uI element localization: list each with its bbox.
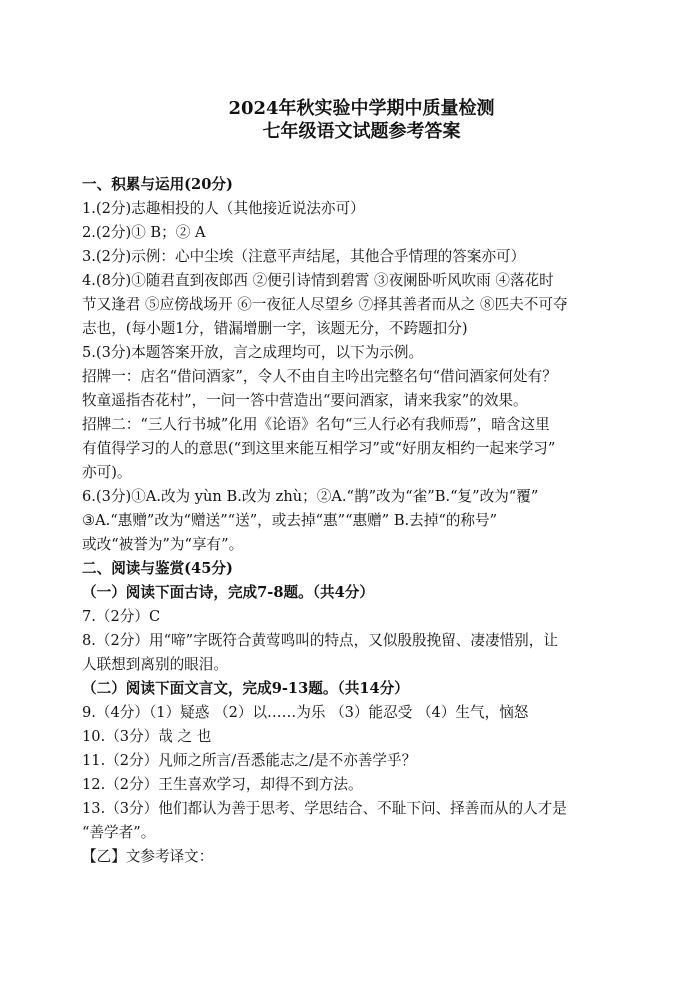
section-heading: 二、阅读与鉴赏(45分)	[82, 560, 233, 577]
answer-line: 5.(3分)本题答案开放，言之成理均可，以下为示例。	[82, 344, 424, 361]
answer-line: 6.(3分)①A.改为 yùn B.改为 zhù；②A.“鹊”改为“雀”B.“复”改为“覆”	[82, 488, 539, 505]
answer-line: 13.（3分）他们都认为善于思考、学思结合、不耻下问、择善而从的人才是	[82, 800, 567, 817]
answer-body	[82, 173, 642, 869]
answer-line: 志也，(每小题1分，错漏增删一字，该题无分，不跨题扣分)	[82, 320, 468, 337]
document-title: 2024年秋实验中学期中质量检测	[228, 98, 495, 119]
answer-line: 9.（4分）（1）疑惑 （2）以……为乐 （3）能忍受 （4）生气，恼怒	[82, 704, 529, 721]
answer-line: 11.（2分）凡师之所言/吾悉能志之/是不亦善学乎？	[82, 752, 417, 769]
answer-line: ③A.“惠赠”改为“赠送”“送”，或去掉“惠”“惠赠” B.去掉“的称号”	[82, 512, 498, 529]
section-heading: （二）阅读下面文言文，完成9-13题。（共14分）	[82, 680, 409, 697]
answer-line: 3.(2分)示例：心中尘埃（注意平声结尾，其他合乎情理的答案亦可）	[82, 248, 526, 265]
section-heading: （一）阅读下面古诗，完成7-8题。（共4分）	[82, 584, 374, 601]
answer-line: 10.（3分）哉 之 也	[82, 728, 212, 745]
answer-line: 1.(2分)志趣相投的人（其他接近说法亦可）	[82, 200, 365, 217]
answer-line: 亦可)。	[82, 464, 132, 481]
answer-line: 牧童遥指杏花村”，一问一答中营造出“要问酒家，请来我家”的效果。	[82, 392, 528, 409]
answer-line: 12.（2分）王生喜欢学习，却得不到方法。	[82, 776, 363, 793]
answer-line: “善学者”。	[82, 824, 156, 841]
answer-line: 招牌二：“三人行书城”化用《论语》名句“三人行必有我师焉”，暗含这里	[82, 416, 550, 433]
answer-line: 或改“被誉为”为“享有”。	[82, 536, 244, 553]
answer-line: 节又逢君 ⑤应傍战场开 ⑥一夜征人尽望乡 ⑦择其善者而从之 ⑧匹夫不可夺	[82, 296, 568, 313]
answer-line: 2.(2分)① B；② A	[82, 224, 206, 241]
answer-line: 7.（2分）C	[82, 608, 161, 625]
answer-line: 4.(8分)①随君直到夜郎西 ②便引诗情到碧霄 ③夜阑卧听风吹雨 ④落花时	[82, 272, 554, 289]
answer-line: 人联想到离别的眼泪。	[82, 656, 228, 673]
answer-line: 招牌一：店名“借问酒家”，令人不由自主吟出完整名句“借问酒家何处有？	[82, 368, 557, 385]
section-heading: 一、积累与运用(20分)	[82, 176, 233, 193]
answer-line: 有值得学习的人的意思(“到这里来能互相学习”或“好朋友相约一起来学习”	[82, 440, 556, 457]
answer-line: 【乙】文参考译文：	[82, 848, 214, 865]
document-subtitle: 七年级语文试题参考答案	[262, 121, 461, 142]
answer-line: 8.（2分）用“啼”字既符合黄莺鸣叫的特点，又似殷殷挽留、凄凄惜别，让	[82, 632, 558, 649]
